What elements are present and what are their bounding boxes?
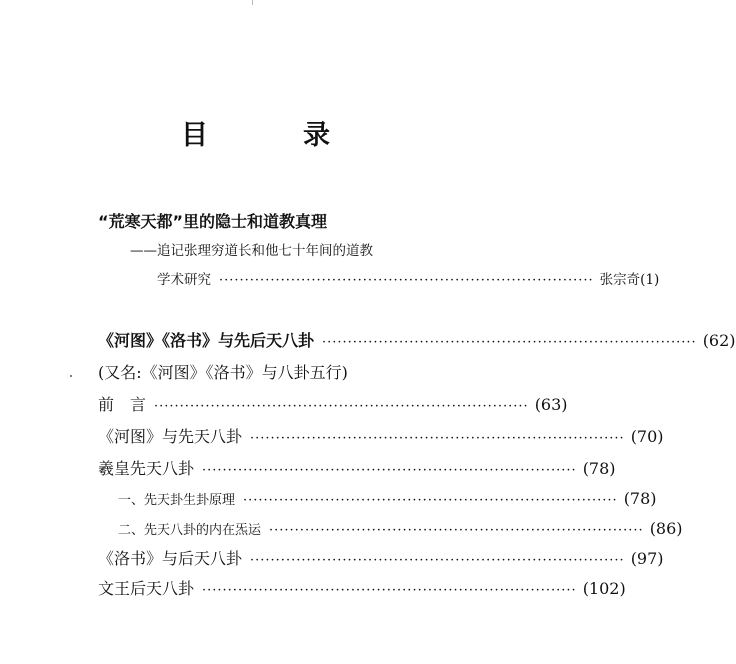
dot-leader: ········································································· xyxy=(202,583,577,598)
toc-entry[interactable] xyxy=(98,456,616,482)
toc-heading-entry[interactable] xyxy=(98,328,736,354)
toc-entry-label: 《河图》与先天八卦 xyxy=(98,427,243,446)
toc-alias-line: (又名:《河图》《洛书》与八卦五行) xyxy=(98,363,348,382)
dot-leader: ········································································· xyxy=(154,399,529,414)
scan-speck xyxy=(70,375,72,377)
dot-leader: ········································································· xyxy=(269,523,644,538)
toc-subentry[interactable] xyxy=(118,516,683,544)
dot-leader: ········································································· xyxy=(243,493,618,508)
toc-heading-label: 《河图》《洛书》与先后天八卦 xyxy=(98,331,315,350)
toc-entry-page: (63) xyxy=(534,395,568,414)
page-edge-mark xyxy=(252,0,253,5)
dot-leader: ········································································· xyxy=(219,273,594,288)
toc-entry-page: (78) xyxy=(582,459,616,478)
toc-entry-page: (86) xyxy=(649,519,683,538)
toc-entry-label: 《洛书》与后天八卦 xyxy=(98,549,243,568)
toc-entry-label: 二、先天八卦的内在炁运 xyxy=(118,523,262,538)
preface-title: “荒寒天都”里的隐士和道教真理 xyxy=(98,212,328,231)
dot-leader: ········································································· xyxy=(322,335,697,350)
toc-entry[interactable] xyxy=(98,546,664,572)
toc-entry-page: (102) xyxy=(582,579,626,598)
preface-subtitle: ——追记张理穷道长和他七十年间的道教 xyxy=(130,243,373,259)
preface-author-page xyxy=(600,268,660,292)
preface-author: 张宗奇 xyxy=(599,272,641,288)
toc-entry-label: 文王后天八卦 xyxy=(98,579,195,598)
toc-entry-page: (97) xyxy=(630,549,664,568)
toc-entry-page: (70) xyxy=(630,427,664,446)
toc-entry[interactable] xyxy=(98,424,664,450)
toc-heading-page: (62) xyxy=(702,331,736,350)
toc-subentry[interactable] xyxy=(118,486,657,514)
toc-entry-label: 羲皇先天八卦 xyxy=(98,459,195,478)
toc-entry-label: 一、先天卦生卦原理 xyxy=(118,493,236,508)
dot-leader: ········································································· xyxy=(250,553,625,568)
dot-leader: ········································································· xyxy=(250,431,625,446)
page-title: 目 录 xyxy=(181,120,364,151)
preface-page-ref: (1) xyxy=(640,272,660,288)
toc-entry-preface[interactable] xyxy=(157,268,660,292)
toc-entry-label: 前 言 xyxy=(98,395,147,414)
toc-entry[interactable] xyxy=(98,392,568,418)
preface-line3-text: 学术研究 xyxy=(157,272,211,288)
dot-leader: ········································································· xyxy=(202,463,577,478)
toc-entry-page: (78) xyxy=(623,489,657,508)
toc-entry[interactable] xyxy=(98,576,626,602)
